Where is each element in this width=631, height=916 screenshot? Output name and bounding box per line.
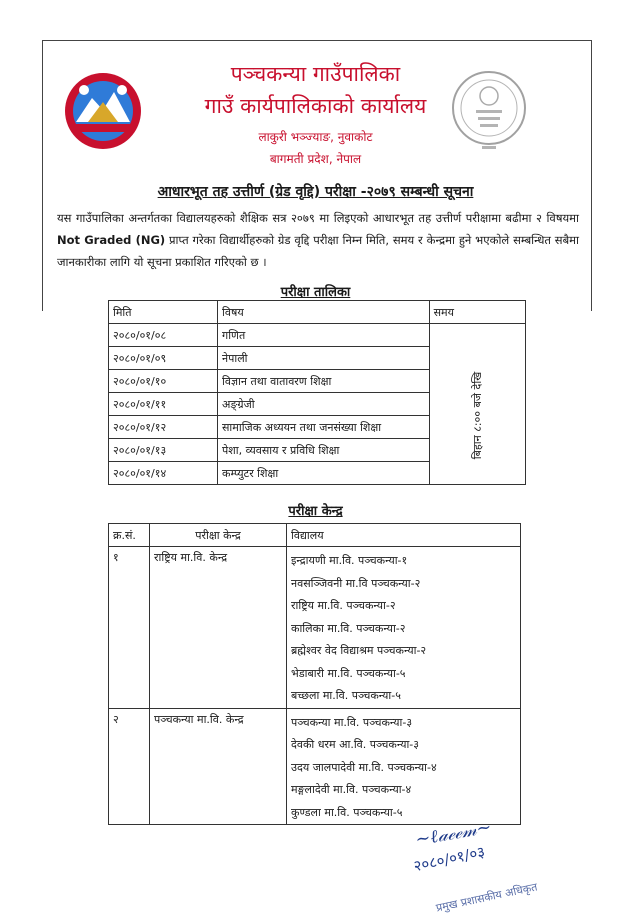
centers-header-sn: क्र.सं. xyxy=(109,524,150,547)
center-schools xyxy=(287,547,521,709)
office-name: गाउँ कार्यपालिकाको कार्यालय xyxy=(204,94,427,118)
centers-row xyxy=(109,547,521,709)
municipality-name: पञ्चकन्या गाउँपालिका xyxy=(230,62,401,86)
schedule-subject: विज्ञान तथा वातावरण शिक्षा xyxy=(218,370,430,393)
notice-body-part2: प्राप्त गरेका विद्यार्थीहरुको ग्रेड वृद्दि परीक्षा निम्न मिति, समय र केन्द्रमा हुने भएकोले सम्बन्धित सबैमा जानकारीका लागि यो सूचना प्रकाशित गरिएको छ । xyxy=(57,233,579,269)
schedule-subject: अङ्ग्रेजी xyxy=(218,393,430,416)
centers-header-center: परीक्षा केन्द्र xyxy=(150,524,287,547)
schedule-date: २०८०/०१/११ xyxy=(109,393,218,416)
schedule-header-time: समय xyxy=(429,301,525,324)
schedule-date: २०८०/०१/१४ xyxy=(109,462,218,485)
schedule-subject: सामाजिक अध्ययन तथा जनसंख्या शिक्षा xyxy=(218,416,430,439)
signature-block xyxy=(395,815,575,915)
school-item: पञ्चकन्या मा.वि. पञ्चकन्या-३ xyxy=(291,715,413,729)
schedule-subject: पेशा, व्यवसाय र प्रविधि शिक्षा xyxy=(218,439,430,462)
schedule-header-subject: विषय xyxy=(218,301,430,324)
center-name: राष्ट्रिय मा.वि. केन्द्र xyxy=(150,547,287,709)
schedule-date: २०८०/०१/०९ xyxy=(109,347,218,370)
office-province: बागमती प्रदेश, नेपाल xyxy=(269,152,362,166)
schedule-time-spacer xyxy=(429,324,525,347)
schedule-date: २०८०/०१/१० xyxy=(109,370,218,393)
schedule-title: परीक्षा तालिका xyxy=(280,285,351,300)
center-sn: २ xyxy=(109,708,150,825)
center-name: पञ्चकन्या मा.वि. केन्द्र xyxy=(150,708,287,825)
signature-title: प्रमुख प्रशासकीय अधिकृत xyxy=(434,880,539,915)
office-address: लाकुरी भञ्ज्याङ, नुवाकोट xyxy=(258,130,373,144)
schedule-subject: नेपाली xyxy=(218,347,430,370)
schedule-header-date: मिति xyxy=(109,301,218,324)
school-item: राष्ट्रिय मा.वि. पञ्चकन्या-२ xyxy=(291,599,396,612)
centers-row xyxy=(109,708,521,825)
notice-title: आधारभूत तह उत्तीर्ण (ग्रेड वृद्दि) परीक्षा -२०७९ सम्बन्धी सूचना xyxy=(157,184,474,200)
schedule-subject: कम्प्युटर शिक्षा xyxy=(218,462,430,485)
schedule-date: २०८०/०१/०८ xyxy=(109,324,218,347)
centers-header-school: विद्यालय xyxy=(287,524,521,547)
schedule-date: २०८०/०१/१३ xyxy=(109,439,218,462)
centers-table xyxy=(108,523,521,825)
schedule-date: २०८०/०१/१२ xyxy=(109,416,218,439)
schedule-time-cell xyxy=(429,347,525,485)
schedule-subject: गणित xyxy=(218,324,430,347)
school-item: कालिका मा.वि. पञ्चकन्या-२ xyxy=(291,621,406,635)
handwritten-signature: ~ℓ𝒶ℯℯ𝓂~ xyxy=(413,816,494,851)
school-item: देवकी धरम आ.वि. पञ्चकन्या-३ xyxy=(291,738,419,751)
signature-date: २०८०/०१/०३ xyxy=(411,842,487,876)
schedule-row xyxy=(109,324,526,347)
center-sn: १ xyxy=(109,547,150,709)
centers-title: परीक्षा केन्द्र xyxy=(288,504,343,519)
schedule-time: बिहान ८:०० बजे देखि xyxy=(470,371,484,459)
school-item: नवसञ्जिवनी मा.वि पञ्चकन्या-२ xyxy=(291,576,421,590)
school-item: भेडाबारी मा.वि. पञ्चकन्या-५ xyxy=(291,666,406,680)
school-item: ब्रह्मेश्वर वेद विद्याश्रम पञ्चकन्या-२ xyxy=(291,644,427,657)
notice-body-bold: Not Graded (NG) xyxy=(57,233,166,247)
school-item: उदय जालपादेवी मा.वि. पञ्चकन्या-४ xyxy=(291,760,437,774)
center-schools xyxy=(287,708,521,825)
schedule-table xyxy=(108,300,526,485)
notice-body xyxy=(57,207,579,273)
school-item: इन्द्रायणी मा.वि. पञ्चकन्या-१ xyxy=(291,554,408,567)
notice-body-part1: यस गाउँपालिका अन्तर्गतका विद्यालयहरुको शैक्षिक सत्र २०७९ मा लिइएको आधारभूत तह उत्तीर्ण परीक्षामा बढीमा २ विषयमा xyxy=(57,211,579,225)
schedule-row xyxy=(109,347,526,370)
school-item: मङ्गलादेवी मा.वि. पञ्चकन्या-४ xyxy=(291,783,412,796)
school-item: कुण्डला मा.वि. पञ्चकन्या-५ xyxy=(291,805,403,819)
school-item: बच्छला मा.वि. पञ्चकन्या-५ xyxy=(291,689,401,702)
